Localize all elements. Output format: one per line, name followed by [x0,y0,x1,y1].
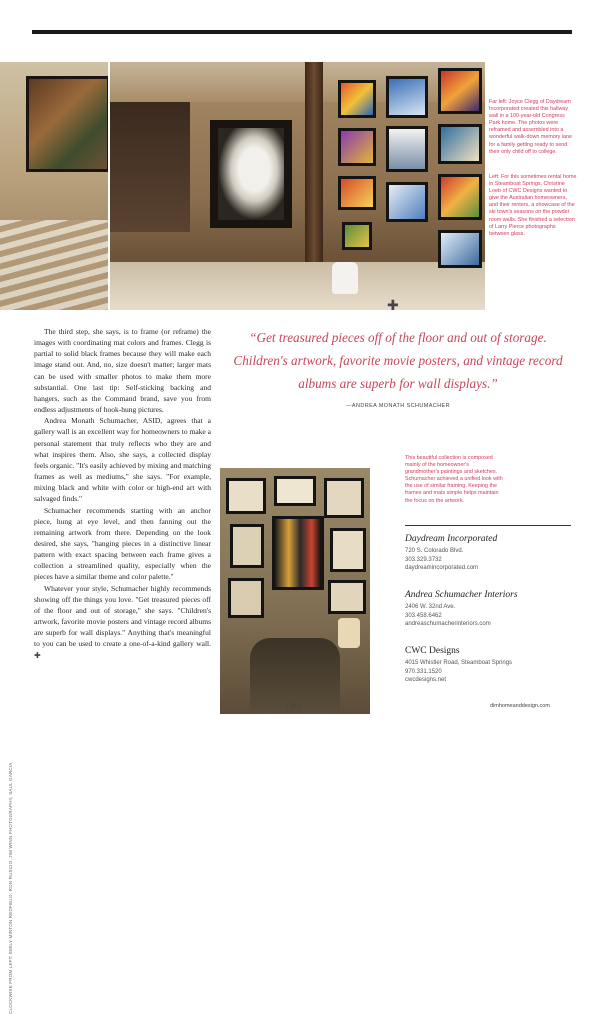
pull-quote: “Get treasured pieces off of the floor and out of storage. Children's artwork, favorite movie posters, and vintage record albums are superb for wall displays.” [233,330,563,391]
directory-entry-schumacher [405,590,575,629]
caption-top-right: Far left: Joyce Clegg of Daydream Incorporated created this hallway wall in a 100-year-old Congress Park home. The photos were reframed and assembled into a wonderful walk-down memory lane for a family getting ready to send their only child off to college. [489,99,572,155]
directory-address: 4015 Whistler Road, Steamboat Springs [405,660,513,666]
pull-quote-attribution: —ANDREA MONATH SCHUMACHER [345,403,450,409]
directory-address: 720 S. Colorado Blvd. [405,548,464,554]
photo-credit: CLOCKWISE FROM LEFT: EMILY MINTON REDFIELD, RON RUSCIO, JIM WINN PHOTOGRAPHY, SAUL GARCIA [8,762,13,1014]
directory-rule [405,525,571,526]
plus-icon: ✚ [387,298,399,314]
top-rule [32,30,572,34]
directory-web-link[interactable]: cwcdesigns.net [405,677,447,684]
directory-entry-cwc [405,646,575,685]
caption-top-right-2: Left: For this sometimes rental home in Steamboat Springs, Christine Loeb of CWC Designs wanted to give the Australian homeowners, and their renters, a showcase of the ski town's seasons on the powder room walls. She finished a selection of Larry Pierce photographs between glass. [489,174,577,237]
directory-address: 2406 W. 32nd Ave. [405,604,456,610]
body-text [34,326,211,661]
photo-staircase-gallery [0,62,108,310]
photo-schumacher-collection [220,468,370,714]
paragraph: Schumacher recommends starting with an anchor piece, hung at eye level, and then fanning out the remaining artwork from there. Depending on the look desired, she says, "hanging pieces in a distinctive linear pattern with exact spacing between each frame gives a collection a streamlined quality, especially when the pieces have a similar theme and color palette." [34,505,211,582]
directory-phone: 970.331.1520 [405,668,442,675]
caption-middle: This beautiful collection is composed mainly of the homeowner's grandmother's paintings and sketches. Schumacher achieved a unified look with the use of similar framing. Keeping the frames and mats simple helps maintain the focus on the artwork. [405,455,503,504]
directory-web-link[interactable]: daydreamincorporated.com [405,565,479,572]
end-plus-icon: ✚ [34,650,41,660]
directory-phone: 303.329.3732 [405,556,442,563]
directory-name: CWC Designs [405,646,460,656]
directory-entry-daydream [405,534,575,573]
directory-name: Andrea Schumacher Interiors [405,590,518,600]
directory-web-link[interactable]: andreaschumacherinteriors.com [405,621,491,628]
page-number: [ 25 ] [286,703,301,710]
paragraph: Andrea Monath Schumacher, ASID, agrees that a gallery wall is an excellent way for homeowners to make a personal statement that truly reflects who they are and what inspires them. Also, she says, a collected display feels organic. "It's easily achieved by mixing and matching frames as well as mediums," she says. "For example, mixing black and white with color or high-end art with salvaged finds." [34,416,211,504]
paragraph: Whatever your style, Schumacher highly recommends showing off the things you love. "Get treasured pieces off of the floor and out of storage," she says. "Children's artwork, favorite movie posters and vintage record albums are superb for wall displays." Anything that's meaningful to you can be used to create a one-of-a-kind gallery wall. ✚ [34,583,211,660]
directory-phone: 303.458.6462 [405,612,442,619]
paragraph: The third step, she says, is to frame (or reframe) the images with coordinating mat colors and frames. Clegg is partial to solid black frames because they will make each image stand out. And, no, size doesn't matter; larger mats can be used with smaller photos to make them more substantial. One last tip: Self-sticking backing and hangers, such as the Command brand, save you from endless adjustments of hook-hung pictures. [34,327,211,415]
photo-powder-room-gallery [110,62,485,310]
site-url[interactable]: dimhomeanddesign.com [490,703,550,709]
directory-name: Daydream Incorporated [405,534,498,544]
